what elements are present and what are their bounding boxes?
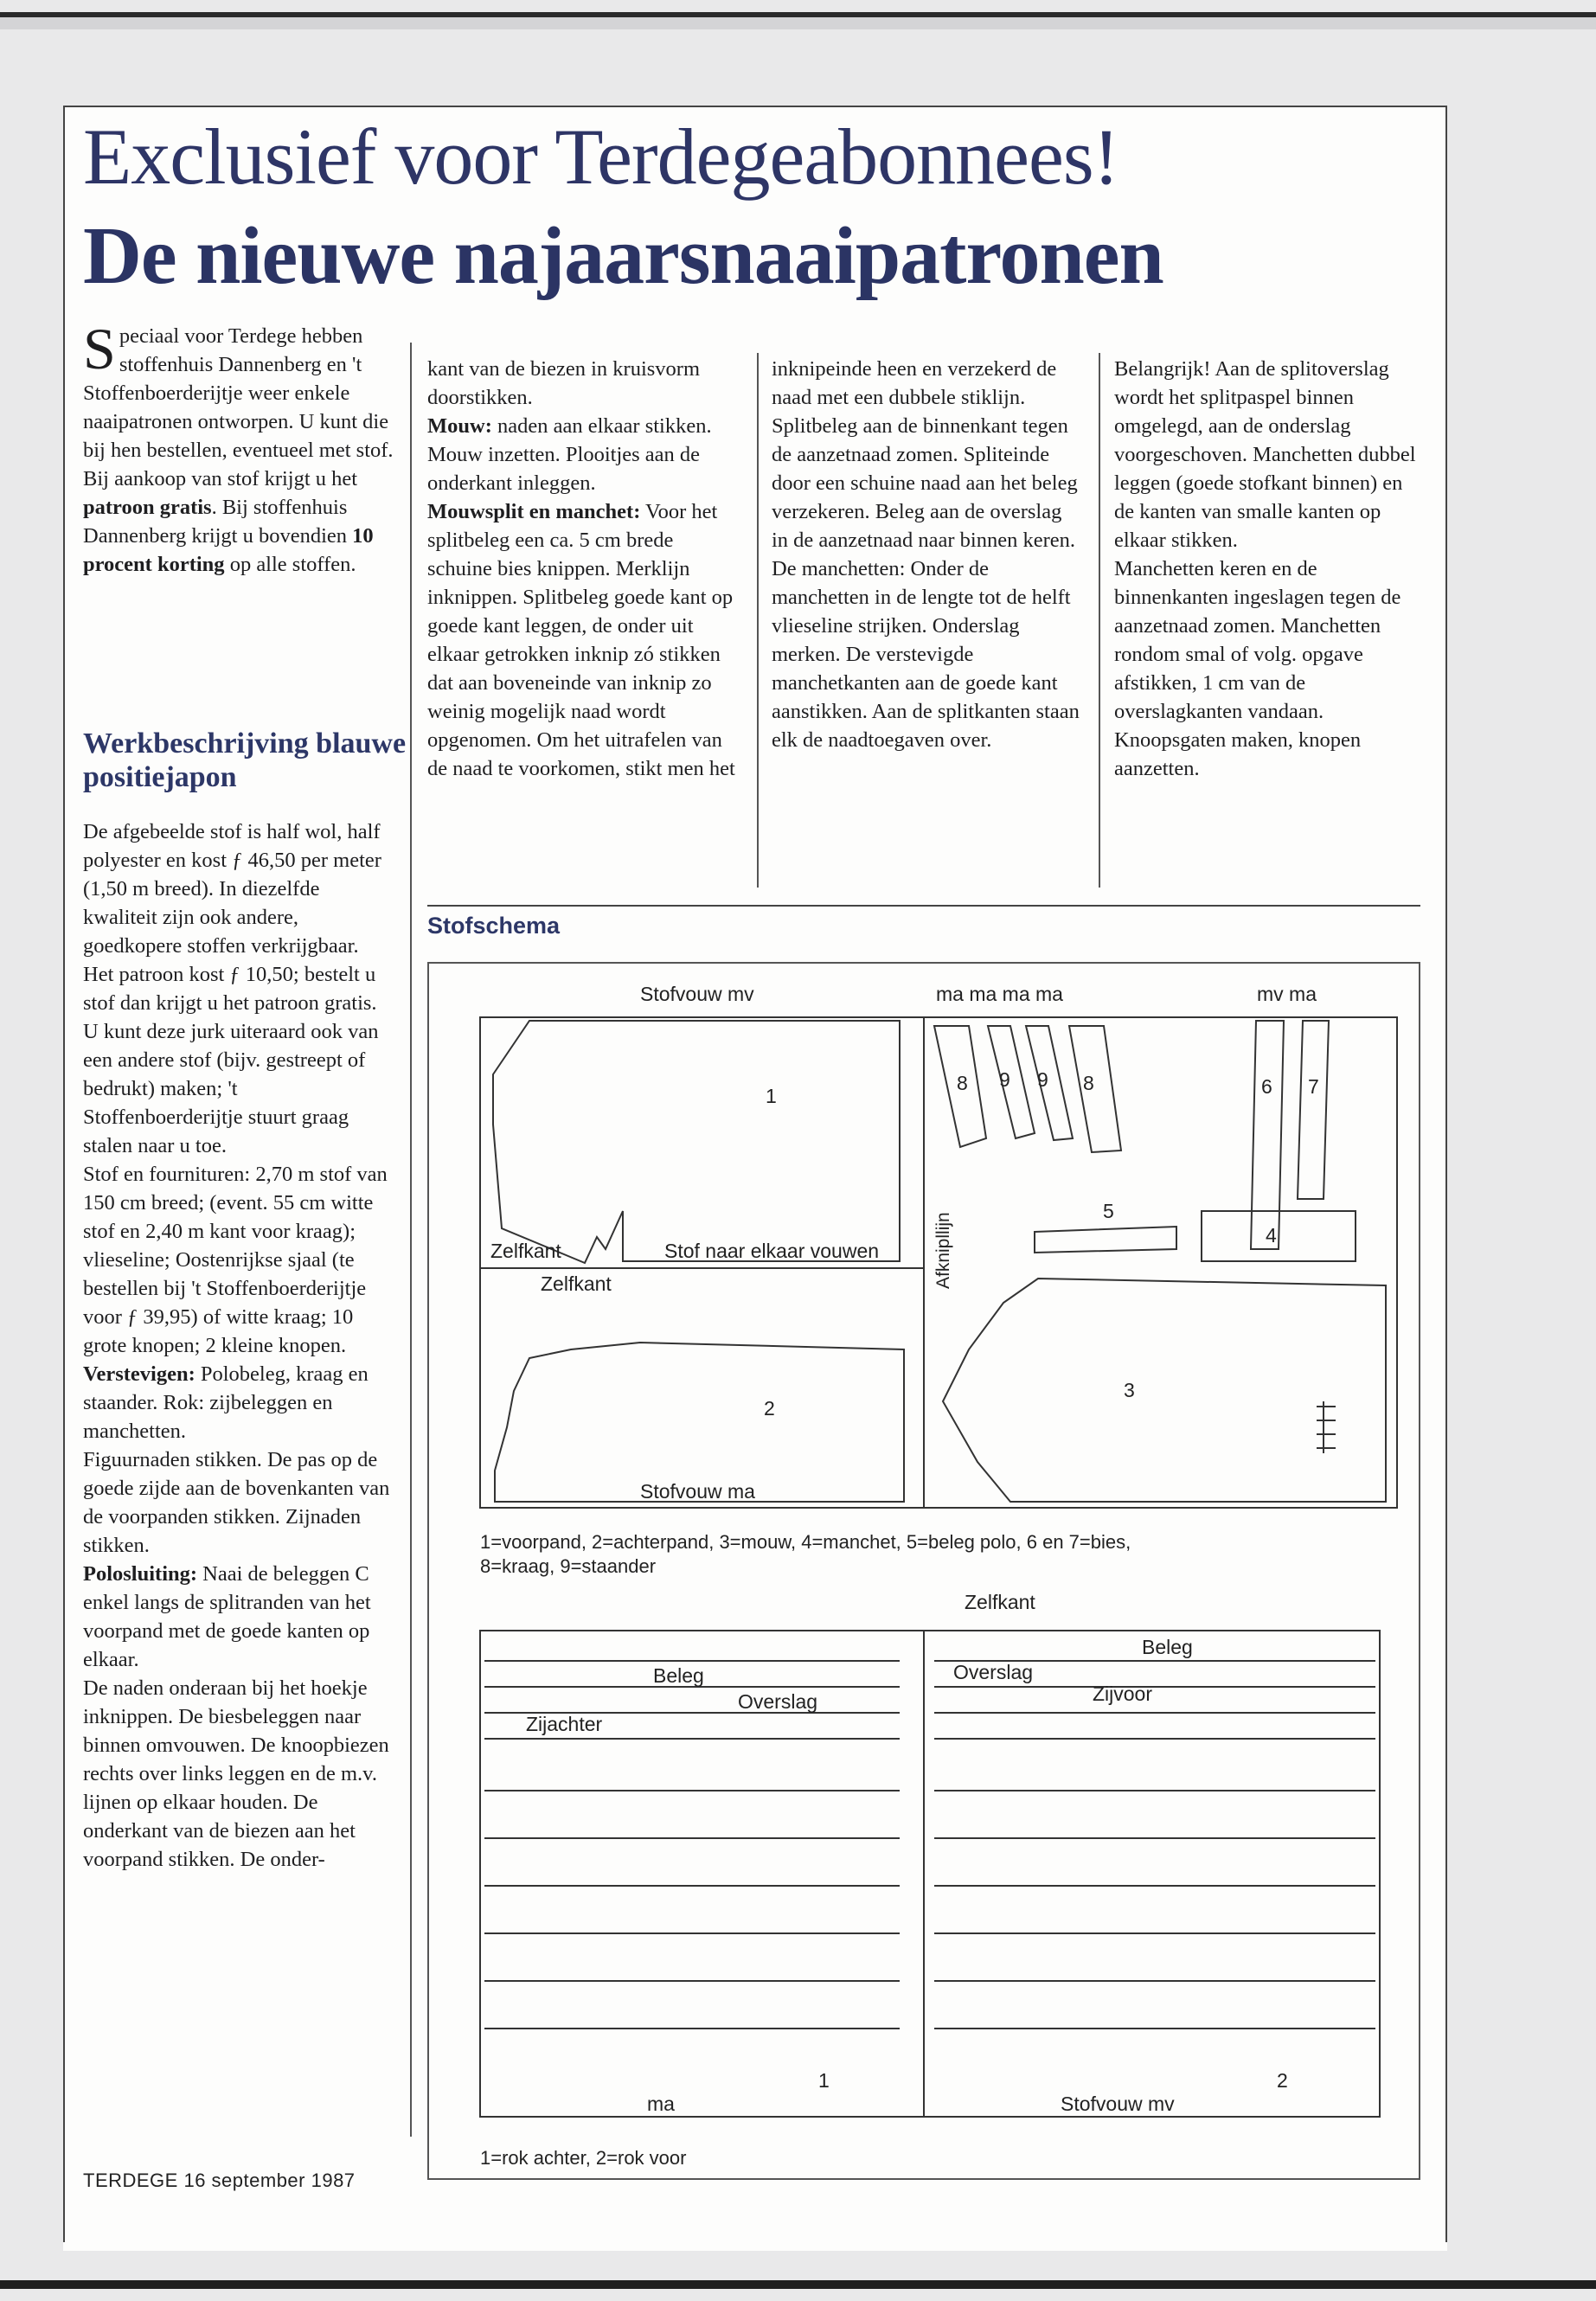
paragraph: Figuurnaden stikken. De pas op de goede zijde aan de bovenkanten van de voorpanden stikken. Zijnaden stikken. <box>83 1448 390 1557</box>
piece-number: 3 <box>1124 1379 1135 1401</box>
legend-pieces-line1: 1=voorpand, 2=achterpand, 3=mouw, 4=manchet, 5=beleg polo, 6 en 7=bies, <box>480 1531 1131 1553</box>
label-zijachter: Zijachter <box>526 1713 603 1735</box>
piece-mouw <box>943 1279 1386 1502</box>
paragraph: kant van de biezen in kruisvorm doorstikken. <box>427 357 701 409</box>
skirt-number: 2 <box>1277 2069 1288 2092</box>
piece-number: 8 <box>1083 1072 1094 1094</box>
label-overslag-left: Overslag <box>738 1690 818 1713</box>
label-ma-row: ma ma ma ma <box>936 983 1063 1005</box>
paragraph: Mouwsplit en manchet: Voor het splitbeleg een ca. 5 cm brede schuine bies knippen. Merklijn inknippen. Splitbeleg goede kant op goede kant leggen, de onder uit elkaar getrokken inknip zó stikken dat aan boveneinde van inknip zo weinig mogelijk naad wordt opgenomen. Om het uitrafelen van de naad te voorkomen, stikt men het <box>427 500 735 780</box>
paragraph: Belangrijk! Aan de splitoverslag wordt het splitpaspel binnen omgelegd, aan de onderslag voorgeschoven. Manchetten dubbel leggen (goede stofkant binnen) en de kanten van smalle kanten op elkaar stikken. <box>1114 357 1416 552</box>
piece-staander-left <box>988 1026 1035 1138</box>
label-zijvoor: Zijvoor <box>1093 1682 1153 1705</box>
sleeve-pleat-marks <box>1317 1401 1336 1453</box>
drop-cap: S <box>83 316 116 381</box>
label-zelfkant-bottom: Zelfkant <box>965 1591 1035 1613</box>
label-stofvouw-ma: Stofvouw ma <box>640 1480 755 1503</box>
legend-pieces-line2: 8=kraag, 9=staander <box>480 1555 657 1577</box>
piece-number: 8 <box>957 1072 968 1094</box>
piece-number: 2 <box>764 1397 775 1420</box>
piece-bies-6 <box>1251 1021 1284 1249</box>
label-beleg-right: Beleg <box>1142 1636 1193 1658</box>
piece-achterpand <box>495 1343 904 1502</box>
paragraph: Stof en fournituren: 2,70 m stof van 150 cm breed; (event. 55 cm witte stof en 2,40 m kant voor kraag); vlieseline; Oostenrijkse sjaal (te bestellen bij 't Stoffenboerderijtje voor ƒ 39,95) of witte kraag; 10 grote knopen; 2 kleine knopen. Verstevigen: Polobeleg, kraag en staander. Rok: zijbeleggen en manchetten. <box>83 1163 388 1443</box>
piece-bies-7 <box>1298 1021 1329 1199</box>
stofschema-title: Stofschema <box>427 913 561 939</box>
piece-number: 9 <box>999 1068 1010 1091</box>
paragraph: De manchetten: Onder de manchetten in de lengte tot de helft vlieseline strijken. Onderslag merken. De verstevigde manchetkanten aan de goede kant aanstikken. Aan de splitkanten staan elk de naadtoegaven over. <box>772 557 1080 752</box>
label-zelfkant: Zelfkant <box>490 1240 561 1262</box>
label-stof-naar-elkaar: Stof naar elkaar vouwen <box>664 1240 880 1262</box>
subheading-werkbeschrijving: Werkbeschrijving blauwe positiejapon <box>83 727 407 793</box>
label-stofvouw-mv: Stofvouw mv <box>640 983 754 1005</box>
label-afknipllijn: Afknipllijn <box>933 1212 953 1289</box>
piece-voorpand <box>493 1021 900 1263</box>
piece-number: 5 <box>1103 1200 1114 1222</box>
label-mv-ma: mv ma <box>1257 983 1317 1005</box>
piece-number: 9 <box>1037 1068 1048 1091</box>
paragraph: Polosluiting: Naai de beleggen C enkel langs de splitranden van het voorpand met de goede kanten op elkaar. <box>83 1562 371 1671</box>
paragraph: De afgebeelde stof is half wol, half polyester en kost ƒ 46,50 per meter (1,50 m breed). In diezelfde kwaliteit zijn ook andere, goedkopere stoffen verkrijgbaar. Het patroon kost ƒ 10,50; bestelt u stof dan krijgt u het patroon gratis. U kunt deze jurk uiteraard ook van een andere stof (bijv. gestreept of bedrukt) maken; 't Stoffenboerderijtje stuurt graag stalen naar u toe. <box>83 820 381 1157</box>
label-ma-bottom: ma <box>647 2093 675 2115</box>
paragraph: Manchetten keren en de binnenkanten ingeslagen tegen de aanzetnaad zomen. Manchetten rondom smal of volg. opgave afstikken, 1 cm van de overslagkanten vandaan. Knoopsgaten maken, knopen aanzetten. <box>1114 557 1401 780</box>
lower-layout-outline <box>480 1631 1380 2117</box>
headline-exclusive: Exclusief voor Terdegeabonnees! <box>83 112 1119 201</box>
paragraph: De naden onderaan bij het hoekje inknippen. De biesbeleggen naar binnen omvouwen. De knoopbiezen rechts over links leggen en de m.v. lijnen op elkaar houden. De onderkant van de biezen aan het voorpand stikken. De onder- <box>83 1676 389 1871</box>
piece-number: 6 <box>1261 1075 1272 1098</box>
page-footer: TERDEGE 16 september 1987 <box>83 2170 356 2191</box>
piece-number: 1 <box>766 1085 777 1107</box>
piece-beleg-polo <box>1035 1227 1176 1253</box>
label-beleg-left: Beleg <box>653 1664 704 1687</box>
piece-number: 7 <box>1308 1075 1319 1098</box>
label-stofvouw-mv-bottom: Stofvouw mv <box>1061 2093 1175 2115</box>
label-overslag-right: Overslag <box>953 1661 1034 1683</box>
piece-number: 4 <box>1266 1224 1277 1247</box>
piece-kraag-right <box>1069 1026 1121 1152</box>
paragraph: Mouw: naden aan elkaar stikken. Mouw inzetten. Plooitjes aan de onderkant inleggen. <box>427 414 712 495</box>
paragraph: Splitbeleg aan de binnenkant tegen de aanzetnaad zomen. Spliteinde door een schuine naad aan het beleg verzekeren. Beleg aan de overslag in de aanzetnaad naar binnen keren. <box>772 414 1078 552</box>
column-1-intro: Speciaal voor Terdege hebben stoffenhuis Dannenberg en 't Stoffenboerderijtje weer enkele naaipatronen ontworpen. U kunt die bij hen bestellen, eventueel met stof. Bij aankoop van stof krijgt u het patroon gratis. Bij stoffenhuis Dannenberg krijgt u bovendien 10 procent korting op alle stoffen. <box>83 316 394 576</box>
label-zelfkant: Zelfkant <box>541 1272 612 1295</box>
skirt-number: 1 <box>818 2069 830 2092</box>
legend-skirt: 1=rok achter, 2=rok voor <box>480 2147 687 2169</box>
headline-title: De nieuwe najaarsnaaipatronen <box>83 211 1163 301</box>
paragraph: inknipeinde heen en verzekerd de naad met een dubbele stiklijn. <box>772 357 1057 409</box>
